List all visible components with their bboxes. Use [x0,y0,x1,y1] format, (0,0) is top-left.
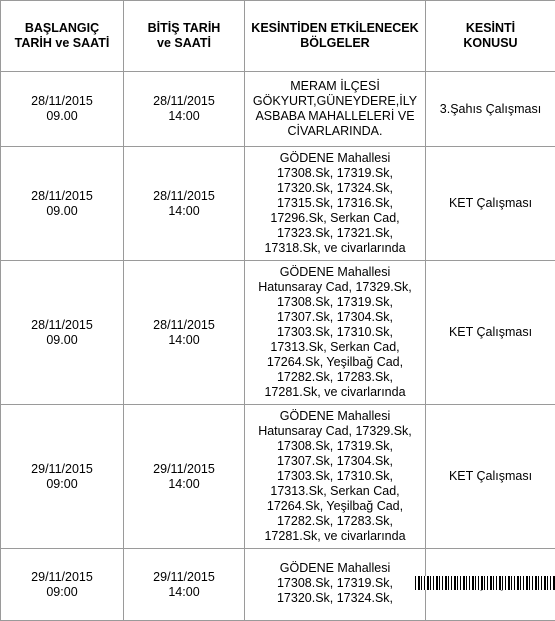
header-topic: KESİNTİ KONUSU [426,1,555,72]
end-cell: 29/11/2015 14:00 [124,549,245,621]
table-row [1,405,555,549]
topic-cell: KET Çalışması [426,405,555,549]
start-cell: 29/11/2015 09:00 [1,405,124,549]
end-cell: 28/11/2015 14:00 [124,147,245,261]
start-cell: 28/11/2015 09.00 [1,147,124,261]
area-cell: GÖDENE Mahallesi Hatunsaray Cad, 17329.Sk, 17308.Sk, 17319.Sk, 17307.Sk, 17304.Sk, 17303.Sk, 17310.Sk, 17313.Sk, Serkan Cad, 17264.Sk, Yeşilbağ Cad, 17282.Sk, 17283.Sk, 17281.Sk, ve civarlarında [245,405,426,549]
table-row [1,147,555,261]
header-area: KESİNTİDEN ETKİLENECEK BÖLGELER [245,1,426,72]
area-cell: GÖDENE Mahallesi 17308.Sk, 17319.Sk, 17320.Sk, 17324.Sk, [245,549,426,621]
start-cell: 29/11/2015 09:00 [1,549,124,621]
barcode-image [415,576,555,590]
end-cell: 29/11/2015 14:00 [124,405,245,549]
table-row [1,72,555,147]
header-row [1,1,555,72]
topic-cell: KET Çalışması [426,261,555,405]
header-start: BAŞLANGIÇ TARİH ve SAATİ [1,1,124,72]
header-end: BİTİŞ TARİH ve SAATİ [124,1,245,72]
start-cell: 28/11/2015 09.00 [1,72,124,147]
area-cell: GÖDENE Mahallesi Hatunsaray Cad, 17329.Sk, 17308.Sk, 17319.Sk, 17307.Sk, 17304.Sk, 17303.Sk, 17310.Sk, 17313.Sk, Serkan Cad, 17264.Sk, Yeşilbağ Cad, 17282.Sk, 17283.Sk, 17281.Sk, ve civarlarında [245,261,426,405]
topic-cell: 3.Şahıs Çalışması [426,72,555,147]
table-row [1,261,555,405]
area-cell: GÖDENE Mahallesi 17308.Sk, 17319.Sk, 17320.Sk, 17324.Sk, 17315.Sk, 17316.Sk, 17296.Sk, Serkan Cad, 17323.Sk, 17321.Sk, 17318.Sk, ve civarlarında [245,147,426,261]
topic-cell: KET Çalışması [426,147,555,261]
start-cell: 28/11/2015 09.00 [1,261,124,405]
end-cell: 28/11/2015 14:00 [124,261,245,405]
end-cell: 28/11/2015 14:00 [124,72,245,147]
area-cell: MERAM İLÇESİ GÖKYURT,GÜNEYDERE,İLY ASBABA MAHALLELERİ VE CİVARLARINDA. [245,72,426,147]
